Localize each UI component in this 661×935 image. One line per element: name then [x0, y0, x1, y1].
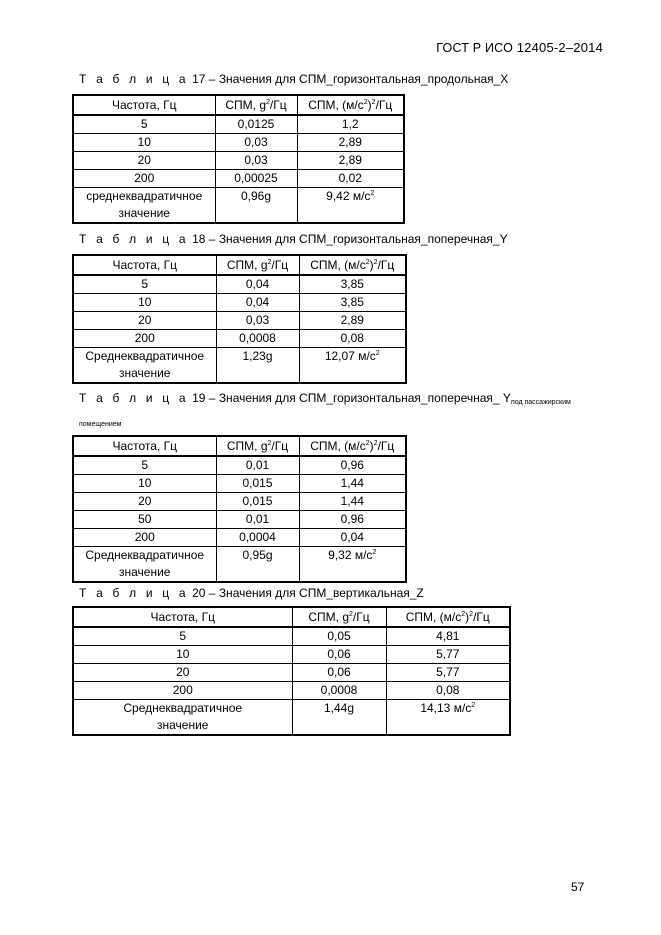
- table-19: [72, 435, 407, 583]
- table-cell: 200: [73, 682, 292, 700]
- col-header-psd-g: СПМ, $g^2/Гц$: [215, 95, 297, 115]
- table-title: Значения для СПМ_горизонтальная_продольная_X: [218, 72, 509, 86]
- rms-g: 1,44g: [292, 700, 386, 736]
- rms-ms: 12,07 $м/с^2$: [299, 348, 406, 384]
- table-cell: 0,01: [216, 456, 299, 475]
- table-cell: 0,08: [386, 682, 510, 700]
- col-header-frequency: Частота, Гц: [73, 95, 215, 115]
- table-cell: 0,04: [216, 294, 299, 312]
- caption-dash: –: [208, 72, 216, 86]
- caption-dash: –: [208, 391, 216, 405]
- table-cell: 10: [73, 646, 292, 664]
- table-number: 20: [192, 586, 206, 600]
- table-row: [73, 511, 406, 529]
- rms-label: Среднеквадратичное значение: [73, 348, 216, 384]
- table-20: [72, 606, 511, 736]
- col-header-frequency: Частота, Гц: [73, 255, 216, 275]
- table-row: [73, 627, 510, 646]
- table-row: [73, 134, 404, 152]
- table19-caption: [79, 391, 571, 406]
- table-cell: 50: [73, 511, 216, 529]
- table-cell: 4,81: [386, 627, 510, 646]
- col-header-psd-ms: СПМ, $(м/с^2)^2/Гц$: [299, 255, 406, 275]
- table-cell: 20: [73, 493, 216, 511]
- rms-label: среднеквадратичное значение: [73, 188, 215, 224]
- table-row: [73, 275, 406, 294]
- rms-row: [73, 547, 406, 583]
- table-row: [73, 493, 406, 511]
- col-header-frequency: Частота, Гц: [73, 607, 292, 627]
- table-cell: 200: [73, 529, 216, 547]
- table-cell: 5: [73, 275, 216, 294]
- rms-row: [73, 700, 510, 736]
- table17-caption: [79, 72, 508, 86]
- table-label: Т а б л и ц а: [79, 72, 189, 86]
- table-cell: 0,015: [216, 493, 299, 511]
- table-cell: 5: [73, 456, 216, 475]
- table-cell: 5,77: [386, 646, 510, 664]
- table-cell: 0,96: [299, 456, 406, 475]
- table-number: 18: [192, 232, 206, 246]
- caption-dash: –: [208, 586, 216, 600]
- table-cell: 2,89: [297, 152, 404, 170]
- table-cell: 10: [73, 294, 216, 312]
- table-cell: 0,05: [292, 627, 386, 646]
- table-cell: 0,03: [215, 152, 297, 170]
- table-row: [73, 330, 406, 348]
- table-header-row: [73, 607, 510, 627]
- table-cell: 3,85: [299, 275, 406, 294]
- table-cell: 0,01: [216, 511, 299, 529]
- table-cell: 5: [73, 115, 215, 134]
- table-cell: 0,04: [299, 529, 406, 547]
- table-row: [73, 682, 510, 700]
- rms-ms: 9,42 $м/с^2$: [297, 188, 404, 224]
- table-cell: 0,0008: [292, 682, 386, 700]
- table-cell: 0,08: [299, 330, 406, 348]
- table-label: Т а б л и ц а: [79, 586, 189, 600]
- table-number: 17: [192, 72, 206, 86]
- table-cell: 0,06: [292, 664, 386, 682]
- table-cell: 10: [73, 475, 216, 493]
- table-row: [73, 294, 406, 312]
- rms-row: [73, 348, 406, 384]
- rms-row: [73, 188, 404, 224]
- page-number: 57: [571, 880, 585, 894]
- caption-continuation: помещением: [79, 421, 122, 428]
- table-number: 19: [192, 391, 206, 405]
- table-cell: 20: [73, 664, 292, 682]
- table-cell: 0,02: [297, 170, 404, 188]
- table-cell: 200: [73, 170, 215, 188]
- table-cell: 0,04: [216, 275, 299, 294]
- rms-g: 0,96g: [215, 188, 297, 224]
- standard-number: 12405-2–2014: [516, 40, 603, 55]
- table-row: [73, 529, 406, 547]
- standard-name: ГОСТ Р ИСО: [436, 41, 514, 55]
- rms-g: 1,23g: [216, 348, 299, 384]
- table-row: [73, 456, 406, 475]
- table-label: Т а б л и ц а: [79, 232, 189, 246]
- table-18: [72, 254, 407, 384]
- table-row: [73, 115, 404, 134]
- table-row: [73, 170, 404, 188]
- table-cell: 0,96: [299, 511, 406, 529]
- rms-ms: 14,13 $м/с^2$: [386, 700, 510, 736]
- rms-label: Среднеквадратичное значение: [73, 700, 292, 736]
- col-header-psd-g: СПМ, $g^2/Гц$: [216, 255, 299, 275]
- table-cell: 2,89: [297, 134, 404, 152]
- table-row: [73, 646, 510, 664]
- table-header-row: [73, 436, 406, 456]
- table-cell: 0,0004: [216, 529, 299, 547]
- caption-dash: –: [208, 232, 216, 246]
- table-cell: 0,00025: [215, 170, 297, 188]
- table-title: Значения для СПМ_горизонтальная_поперечная_Y: [218, 232, 508, 246]
- table-cell: 1,2: [297, 115, 404, 134]
- table-cell: 0,06: [292, 646, 386, 664]
- table-row: [73, 664, 510, 682]
- rms-g: 0,95g: [216, 547, 299, 583]
- table-cell: 5: [73, 627, 292, 646]
- table-cell: 200: [73, 330, 216, 348]
- table-cell: 5,77: [386, 664, 510, 682]
- table-title: Значения для СПМ_вертикальная_Z: [218, 586, 424, 600]
- table-cell: 20: [73, 312, 216, 330]
- table-title: Значения для СПМ_горизонтальная_поперечная_ Y: [218, 391, 511, 405]
- table-label: Т а б л и ц а: [79, 391, 189, 405]
- table-cell: 10: [73, 134, 215, 152]
- table-cell: 1,44: [299, 475, 406, 493]
- table-cell: 20: [73, 152, 215, 170]
- table-row: [73, 312, 406, 330]
- rms-ms: 9,32 $м/с^2$: [299, 547, 406, 583]
- table-header-row: [73, 95, 404, 115]
- col-header-psd-g: СПМ, $g^2/Гц$: [292, 607, 386, 627]
- table18-caption: [79, 232, 508, 246]
- col-header-psd-ms: СПМ, $(м/с^2)^2/Гц$: [297, 95, 404, 115]
- table20-caption: [79, 586, 424, 600]
- document-header: [436, 40, 603, 55]
- table-cell: 0,03: [216, 312, 299, 330]
- table-cell: 0,0125: [215, 115, 297, 134]
- table-17: [72, 94, 405, 224]
- col-header-psd-g: СПМ, $g^2/Гц$: [216, 436, 299, 456]
- table-cell: 0,0008: [216, 330, 299, 348]
- col-header-frequency: Частота, Гц: [73, 436, 216, 456]
- col-header-psd-ms: СПМ, $(м/с^2)^2/Гц$: [386, 607, 510, 627]
- table-cell: 2,89: [299, 312, 406, 330]
- table-cell: 0,015: [216, 475, 299, 493]
- table-row: [73, 152, 404, 170]
- table-cell: 0,03: [215, 134, 297, 152]
- title-subscript: под пассажирским: [510, 399, 571, 406]
- table-cell: 1,44: [299, 493, 406, 511]
- rms-label: Среднеквадратичное значение: [73, 547, 216, 583]
- table-header-row: [73, 255, 406, 275]
- table-row: [73, 475, 406, 493]
- table-cell: 3,85: [299, 294, 406, 312]
- col-header-psd-ms: СПМ, $(м/с^2)^2/Гц$: [299, 436, 406, 456]
